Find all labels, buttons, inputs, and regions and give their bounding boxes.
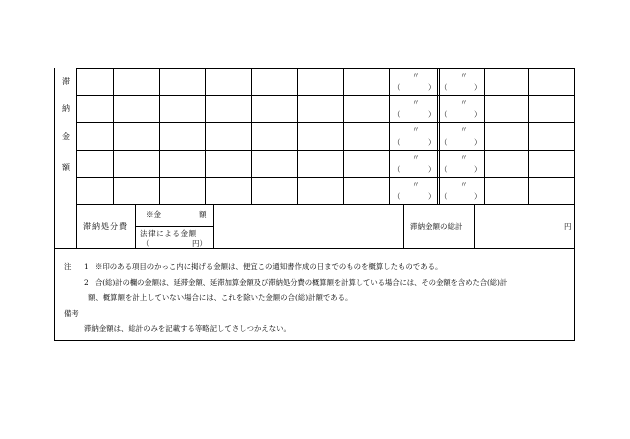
paren-open: （ — [440, 110, 448, 119]
grid-col-line — [528, 68, 529, 204]
note-head: 注 — [64, 262, 72, 271]
total-yen-label: 円 — [564, 222, 572, 231]
gaku-label: 額 — [199, 210, 207, 219]
paren-close: ） — [428, 110, 436, 119]
grid-col-line — [389, 68, 390, 204]
paren-open: （ — [393, 83, 401, 92]
paren-close: ） — [428, 192, 436, 201]
legal-yen-open: （ — [142, 239, 150, 248]
paren-close: ） — [474, 83, 482, 92]
table-bottom-border — [54, 340, 575, 341]
paren-open: （ — [440, 165, 448, 174]
grid-col-line — [205, 68, 206, 204]
paren-close: ） — [428, 83, 436, 92]
grid-col-line — [159, 68, 160, 204]
total-amount-label: 滞納金額の総計 — [410, 222, 463, 231]
summary-divider — [474, 204, 475, 248]
side-label-char: 金 — [62, 132, 70, 141]
ditto-mark: 〃 — [460, 125, 468, 134]
legal-amount-label: 法律による金額 — [140, 229, 197, 238]
ditto-mark: 〃 — [412, 125, 420, 134]
grid-col-line — [484, 68, 485, 204]
grid-col-line — [437, 68, 438, 204]
paren-close: ） — [474, 192, 482, 201]
paren-open: （ — [393, 165, 401, 174]
summary-divider — [403, 204, 404, 248]
grid-row-line — [76, 68, 575, 69]
grid-row-line — [76, 122, 575, 123]
grid-row-line — [76, 95, 575, 96]
paren-open: （ — [393, 138, 401, 147]
ditto-mark: 〃 — [412, 71, 420, 80]
table-section-divider — [54, 248, 575, 249]
biko-text: 滞納金額は、総計のみを記載する等略記してさしつかえない。 — [84, 324, 291, 333]
grid-col-line — [297, 68, 298, 204]
ditto-mark: 〃 — [460, 180, 468, 189]
summary-divider — [213, 204, 214, 248]
ditto-mark: 〃 — [460, 153, 468, 162]
note-2-text-cont: 額、概算額を計上していない場合には、これを除いた金額の合(総)計額である。 — [88, 293, 353, 302]
note-1-number: 1 — [84, 262, 89, 271]
paren-open: （ — [393, 192, 401, 201]
grid-row-line — [76, 204, 575, 205]
paren-close: ） — [428, 165, 436, 174]
paren-close: ） — [474, 110, 482, 119]
kome-kin-label: ※金 — [146, 210, 161, 219]
note-2-number: 2 — [84, 278, 89, 287]
ditto-mark: 〃 — [460, 71, 468, 80]
paren-open: （ — [393, 110, 401, 119]
ditto-mark: 〃 — [412, 180, 420, 189]
ditto-mark: 〃 — [412, 153, 420, 162]
note-2-text: 合(総)計の欄の金額は、延滞金額、延滞加算金額及び滞納処分費の概算額を計算している場合には、その金額を含めた合(総)計 — [95, 278, 508, 287]
grid-col-line — [251, 68, 252, 204]
disposition-cost-label: 滞納処分費 — [83, 222, 128, 231]
side-label-char: 滞 — [62, 77, 70, 86]
table-left-border — [54, 68, 55, 340]
paren-close: ） — [428, 138, 436, 147]
note-1-text: ※印のある項目のかっこ内に掲げる金額は、便宜この通知書作成の日までのものを概算したものである。 — [95, 262, 443, 271]
paren-close: ） — [474, 165, 482, 174]
paren-close: ） — [474, 138, 482, 147]
biko-label: 備考 — [64, 309, 79, 318]
grid-col-line — [113, 68, 114, 204]
paren-open: （ — [440, 83, 448, 92]
grid-row-line — [76, 150, 575, 151]
grid-col-line — [343, 68, 344, 204]
side-label-char: 納 — [62, 104, 70, 113]
legal-yen-label: 円） — [192, 239, 207, 248]
paren-open: （ — [440, 192, 448, 201]
summary-inner-line — [135, 226, 213, 227]
paren-open: （ — [440, 138, 448, 147]
ditto-mark: 〃 — [460, 98, 468, 107]
ditto-mark: 〃 — [412, 98, 420, 107]
grid-row-line — [76, 177, 575, 178]
side-label-char: 額 — [62, 163, 70, 172]
